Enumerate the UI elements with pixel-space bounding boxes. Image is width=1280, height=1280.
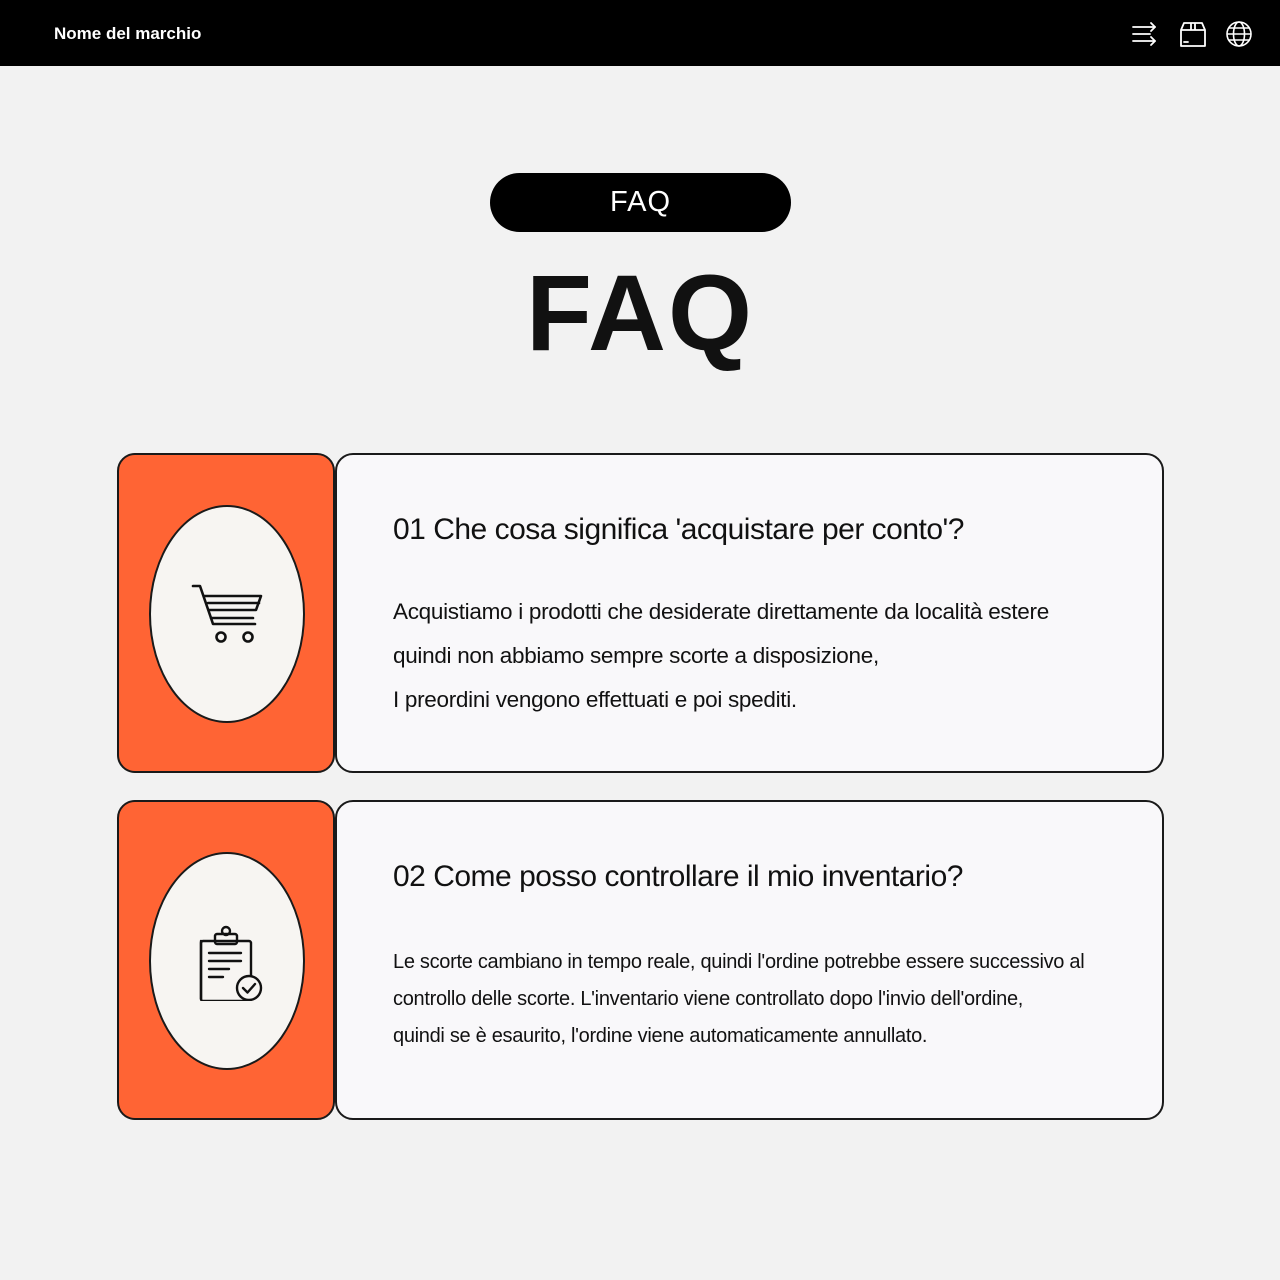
- faq-answer: [393, 590, 1123, 722]
- globe-icon[interactable]: [1224, 19, 1254, 49]
- faq-answer: [393, 944, 1123, 1055]
- faq-icon-panel-2: [117, 800, 335, 1120]
- faq-pill-label: FAQ: [490, 173, 791, 232]
- icon-oval: [149, 852, 305, 1070]
- faq-icon-panel-1: [117, 453, 335, 773]
- faq-question: 01 Che cosa significa 'acquistare per conto'?: [393, 513, 964, 546]
- faq-answer-line: quindi se è esaurito, l'ordine viene automaticamente annullato.: [393, 1025, 928, 1047]
- shuffle-icon[interactable]: [1130, 19, 1160, 49]
- faq-answer-line: I preordini vengono effettuati e poi spediti.: [393, 687, 797, 712]
- faq-question: 02 Come posso controllare il mio inventario?: [393, 860, 963, 893]
- faq-answer-line: controllo delle scorte. L'inventario viene controllato dopo l'invio dell'ordine,: [393, 988, 1024, 1010]
- clipboard-check-icon: [191, 925, 267, 1001]
- page-title: FAQ: [525, 252, 754, 373]
- shopping-cart-icon: [191, 578, 267, 654]
- faq-card-1[interactable]: [335, 453, 1164, 773]
- faq-answer-line: quindi non abbiamo sempre scorte a disposizione,: [393, 643, 879, 668]
- icon-oval: [149, 505, 305, 723]
- faq-answer-line: Acquistiamo i prodotti che desiderate direttamente da località estere: [393, 599, 1049, 624]
- top-bar: [0, 0, 1280, 66]
- brand-name[interactable]: Nome del marchio: [54, 24, 202, 43]
- package-icon[interactable]: [1178, 19, 1208, 49]
- faq-card-2[interactable]: [335, 800, 1164, 1120]
- faq-answer-line: Le scorte cambiano in tempo reale, quindi l'ordine potrebbe essere successivo al: [393, 951, 1085, 973]
